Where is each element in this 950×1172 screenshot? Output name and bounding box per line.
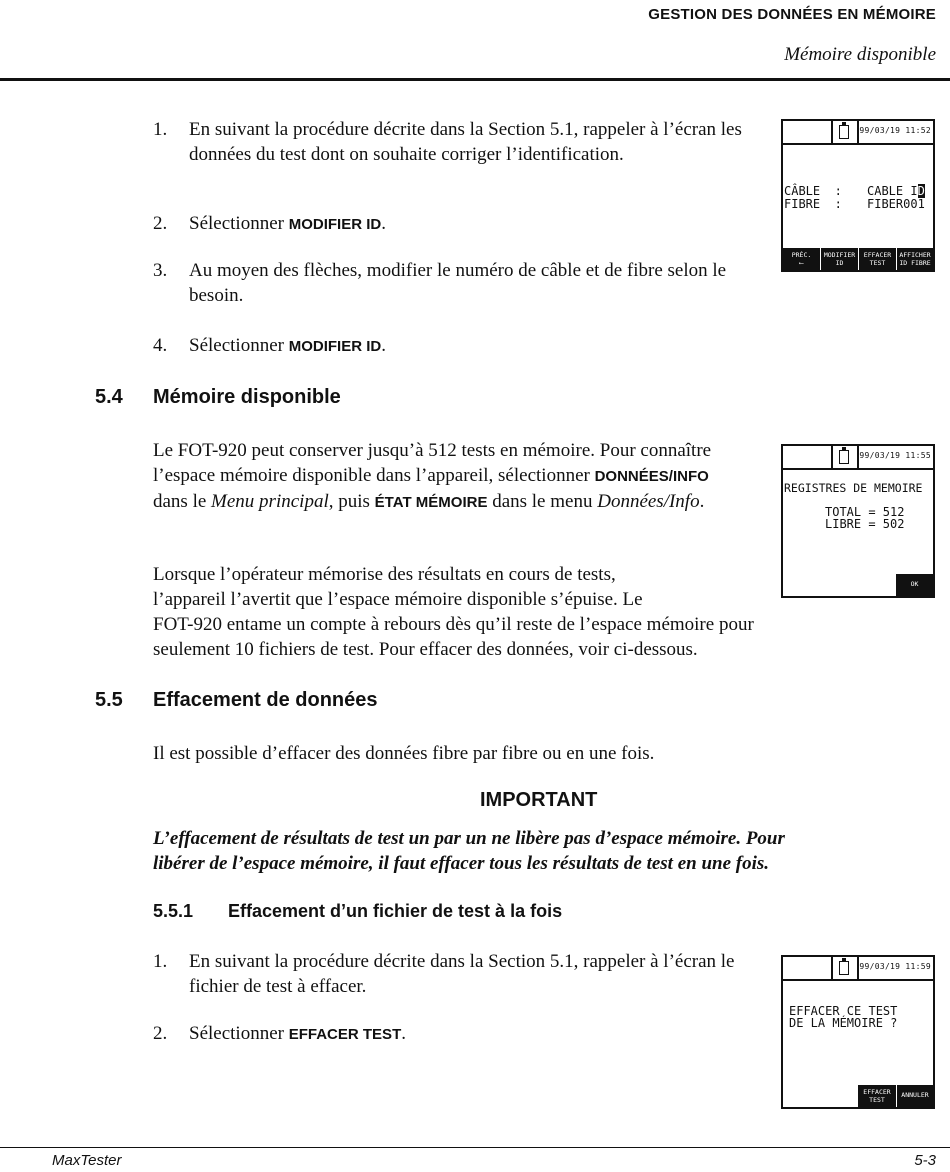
memory-free: LIBRE = 502 <box>825 517 905 531</box>
softkey-modify-id[interactable]: MODIFIER ID <box>820 248 858 270</box>
step-number: 2. <box>153 1023 168 1044</box>
header-rule <box>0 78 950 81</box>
step-number: 1. <box>153 951 168 972</box>
softkey-prev[interactable]: PRÉC. ⟵ <box>783 248 820 270</box>
screen-date: 99/03/19 11:59 <box>859 962 931 971</box>
step-text: Sélectionner EFFACER TEST. <box>189 1023 406 1044</box>
step-number: 4. <box>153 335 168 356</box>
fiber-value: FIBER001 <box>867 197 925 211</box>
status-bar <box>783 957 933 981</box>
subsection-number: 5.5.1 <box>153 901 194 921</box>
section-title: Mémoire disponible <box>153 386 341 408</box>
paragraph-countdown: Lorsque l’opérateur mémorise des résultats en cours de tests, l’appareil l’avertit que l’espace mémoire disponible s’épuise. Le FOT-920 entame un compte à rebours dès qu’il reste de l’espace mémoire pour seulement 10 fichiers de test. Pour effacer des données, voir ci-dessous. <box>153 564 754 660</box>
cable-value: CABLE ID <box>867 184 925 198</box>
footer-product-name: MaxTester <box>52 1152 122 1169</box>
status-bar <box>783 446 933 470</box>
chapter-title: GESTION DES DONNÉES EN MÉMOIRE <box>648 6 936 23</box>
ui-label: MODIFIER ID <box>288 216 382 233</box>
ui-label: ÉTAT MÉMOIRE <box>374 494 488 511</box>
memory-total: TOTAL = 512 <box>825 505 905 519</box>
screen-date: 99/03/19 11:55 <box>859 451 931 460</box>
step-number: 3. <box>153 260 168 281</box>
softkey-delete-test[interactable]: EFFACER TEST <box>858 248 896 270</box>
footer-rule <box>0 1147 950 1148</box>
battery-icon <box>839 450 849 464</box>
menu-reference: Menu principal <box>211 491 329 512</box>
step-number: 1. <box>153 119 168 140</box>
important-heading: IMPORTANT <box>480 789 598 811</box>
subsection-title: Effacement d’un fichier de test à la fois <box>228 901 563 921</box>
step-text: Sélectionner MODIFIER ID. <box>189 335 386 356</box>
text-cursor: D <box>917 184 925 198</box>
paragraph-intro: Il est possible d’effacer des données fibre par fibre ou en une fois. <box>153 743 655 764</box>
section-title: Effacement de données <box>153 689 378 711</box>
device-screen-modify-id <box>781 119 935 272</box>
step-number: 2. <box>153 213 168 234</box>
softkey-ok[interactable]: OK <box>896 574 933 596</box>
device-screen-delete-test <box>781 955 935 1109</box>
important-warning: L’effacement de résultats de test un par un ne libère pas d’espace mémoire. Pour libérer de l’espace mémoire, il faut effacer tous les résultats de test en une fois. <box>153 828 785 874</box>
status-bar <box>783 121 933 145</box>
softkey-delete-test[interactable]: EFFACER TEST <box>858 1085 896 1107</box>
softkey-bar <box>783 248 933 270</box>
softkey-show-fiber-id[interactable]: AFFICHER ID FIBRE <box>896 248 933 270</box>
footer-page-number: 5-3 <box>914 1152 936 1169</box>
device-screen-memory-status <box>781 444 935 598</box>
section-subtitle: Mémoire disponible <box>784 44 936 65</box>
cable-label: CÂBLE : <box>784 184 842 198</box>
screen-date: 99/03/19 11:52 <box>859 126 931 135</box>
delete-prompt-line1: EFFACER CE TEST <box>789 1004 898 1018</box>
softkey-bar <box>858 1085 933 1107</box>
delete-prompt-line2: DE LA MÉMOIRE ? <box>789 1016 898 1030</box>
section-number: 5.4 <box>95 386 123 408</box>
step-text: Au moyen des flèches, modifier le numéro de câble et de fibre selon le besoin. <box>189 260 727 306</box>
ui-label: EFFACER TEST <box>288 1026 402 1043</box>
battery-icon <box>839 961 849 975</box>
step-text: Sélectionner MODIFIER ID. <box>189 213 386 234</box>
ui-label: DONNÉES/INFO <box>594 468 709 485</box>
fiber-label: FIBRE : <box>784 197 842 211</box>
ui-label: MODIFIER ID <box>288 338 382 355</box>
step-text: En suivant la procédure décrite dans la Section 5.1, rappeler à l’écran les données du test dont on souhaite corriger l’identification. <box>189 119 742 165</box>
battery-icon <box>839 125 849 139</box>
step-text: En suivant la procédure décrite dans la Section 5.1, rappeler à l’écran le fichier de test à effacer. <box>189 951 735 997</box>
softkey-cancel[interactable]: ANNULER <box>896 1085 933 1107</box>
menu-reference: Données/Info <box>597 491 700 512</box>
paragraph-memory-info: Le FOT-920 peut conserver jusqu’à 512 tests en mémoire. Pour connaître l’espace mémoire disponible dans l’appareil, sélectionner DONNÉES/INFO dans le Menu principal, puis ÉTAT MÉMOIRE dans le menu Données/Info. <box>153 440 712 512</box>
memory-registers-title: REGISTRES DE MEMOIRE <box>784 481 923 495</box>
section-number: 5.5 <box>95 689 123 711</box>
